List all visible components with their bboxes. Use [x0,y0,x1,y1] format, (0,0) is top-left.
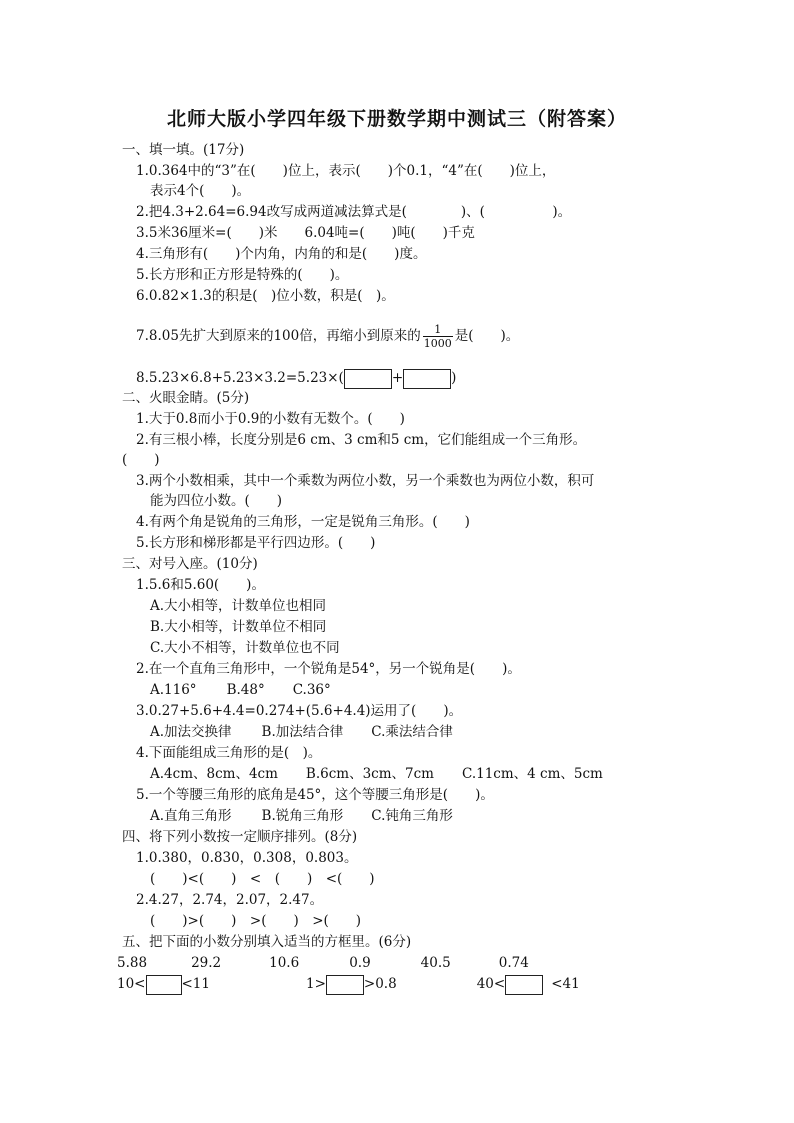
answer-box[interactable] [403,369,451,389]
part2-q3-line1: 3.两个小数相乘，其中一个乘数为两位小数，另一个乘数也为两位小数，积可 [136,473,595,489]
part3-q4-option-c: C.11cm、4 cm、5cm [461,766,603,782]
number-item: 0.74 [498,955,529,971]
section-1-heading: 一、填一填。(17分) [122,142,245,158]
range-1-upper: <11 [181,976,210,992]
part1-q7-text: 7.8.05先扩大到原来的100倍，再缩小到原来的 [136,328,421,344]
part2-q1: 1.大于0.8而小于0.9的小数有无数个。( ) [136,411,405,427]
part3-q2: 2.在一个直角三角形中，一个锐角是54°，另一个锐角是( )。 [136,661,521,677]
range-3-lower: 40< [476,976,506,992]
part3-q4: 4.下面能组成三角形的是( )。 [136,745,322,761]
part1-q2: 2.把4.3+2.64=6.94改写成两道减法算式是( )、( )。 [136,204,572,220]
number-list [117,953,529,973]
part1-q7 [136,318,519,354]
part4-q2-answer-row: ( )>( ) >( ) >( ) [150,913,362,929]
answer-box[interactable] [326,975,364,995]
fraction-numerator: 1 [423,323,453,337]
part3-q2-option-c: C.36° [292,682,331,698]
number-item: 40.5 [420,955,451,971]
part3-q4-option-a: A.4cm、8cm、4cm [150,766,278,782]
part1-q1-line2: 表示4个( )。 [150,183,251,199]
part1-q4: 4.三角形有( )个内角，内角的和是( )度。 [136,246,427,262]
part3-q1-option-c: C.大小不相等，计数单位也不同 [150,640,340,656]
part3-q3-option-b: B.加法结合律 [261,724,344,740]
part3-q5: 5.一个等腰三角形的底角是45°，这个等腰三角形是( )。 [136,787,494,803]
part3-q2-options [150,680,331,700]
range-row [117,972,580,996]
part3-q3: 3.0.27+5.6+4.4=0.274+(5.6+4.4)运用了( )。 [136,703,463,719]
answer-box[interactable] [146,975,182,995]
answer-box[interactable] [505,975,543,995]
part1-q6: 6.0.82×1.3的积是( )位小数，积是( )。 [136,288,395,304]
page-title: 北师大版小学四年级下册数学期中测试三（附答案） [166,108,627,130]
range-1-lower: 10< [117,976,146,992]
part2-q5: 5.长方形和梯形都是平行四边形。( ) [136,535,376,551]
part2-q2-line1: 2.有三根小棒，长度分别是6 cm、3 cm和5 cm，它们能组成一个三角形。 [136,432,587,448]
number-item: 5.88 [117,955,148,971]
part2-q2-line2: ( ) [122,452,160,468]
number-item: 29.2 [191,955,222,971]
plus-sign: + [391,370,404,386]
section-2-heading: 二、火眼金睛。(5分) [122,390,250,406]
range-3-upper: <41 [551,976,580,992]
range-2-lower: >0.8 [363,976,397,992]
part3-q4-options [150,764,603,784]
part4-q1: 1.0.380，0.830，0.308，0.803。 [136,850,358,866]
part3-q5-option-a: A.直角三角形 [150,808,232,824]
part4-q1-answer-row: ( )<( ) < ( ) <( ) [150,871,375,887]
part3-q3-option-c: C.乘法结合律 [371,724,453,740]
fraction-denominator: 1000 [423,337,452,350]
part1-q8-text: 8.5.23×6.8+5.23×3.2=5.23×( [136,370,344,386]
part3-q3-option-a: A.加法交换律 [150,724,232,740]
fraction [423,323,453,350]
part3-q5-option-c: C.钝角三角形 [371,808,453,824]
part1-q3: 3.5米36厘米=( )米 6.04吨=( )吨( )千克 [136,225,475,241]
part2-q3-line2: 能为四位小数。( ) [150,493,283,509]
part2-q4: 4.有两个角是锐角的三角形，一定是锐角三角形。( ) [136,514,470,530]
close-paren: ) [451,370,457,386]
number-item: 10.6 [269,955,300,971]
part1-q5: 5.长方形和正方形是特殊的( )。 [136,267,349,283]
part3-q1-option-b: B.大小相等，计数单位不相同 [150,619,327,635]
part3-q3-options [150,722,453,742]
part1-q1-line1: 1.0.364中的“3”在( )位上，表示( )个0.1，“4”在( )位上， [136,163,556,179]
section-3-heading: 三、对号入座。(10分) [122,556,258,572]
part3-q1: 1.5.6和5.60( )。 [136,577,265,593]
part4-q2: 2.4.27，2.74，2.07，2.47。 [136,892,324,908]
part3-q5-option-b: B.锐角三角形 [261,808,344,824]
section-4-heading: 四、将下列小数按一定顺序排列。(8分) [122,829,358,845]
part3-q2-option-b: B.48° [226,682,265,698]
part3-q1-option-a: A.大小相等，计数单位也相同 [150,598,327,614]
section-5-heading: 五、把下面的小数分别填入适当的方框里。(6分) [122,934,412,950]
part3-q5-options [150,806,453,826]
range-2-upper: 1> [306,976,326,992]
part1-q8 [136,368,456,388]
part1-q7-tail: 是( )。 [454,328,520,344]
part3-q2-option-a: A.116° [150,682,197,698]
answer-box[interactable] [344,369,392,389]
number-item: 0.9 [349,955,371,971]
part3-q4-option-b: B.6cm、3cm、7cm [305,766,434,782]
